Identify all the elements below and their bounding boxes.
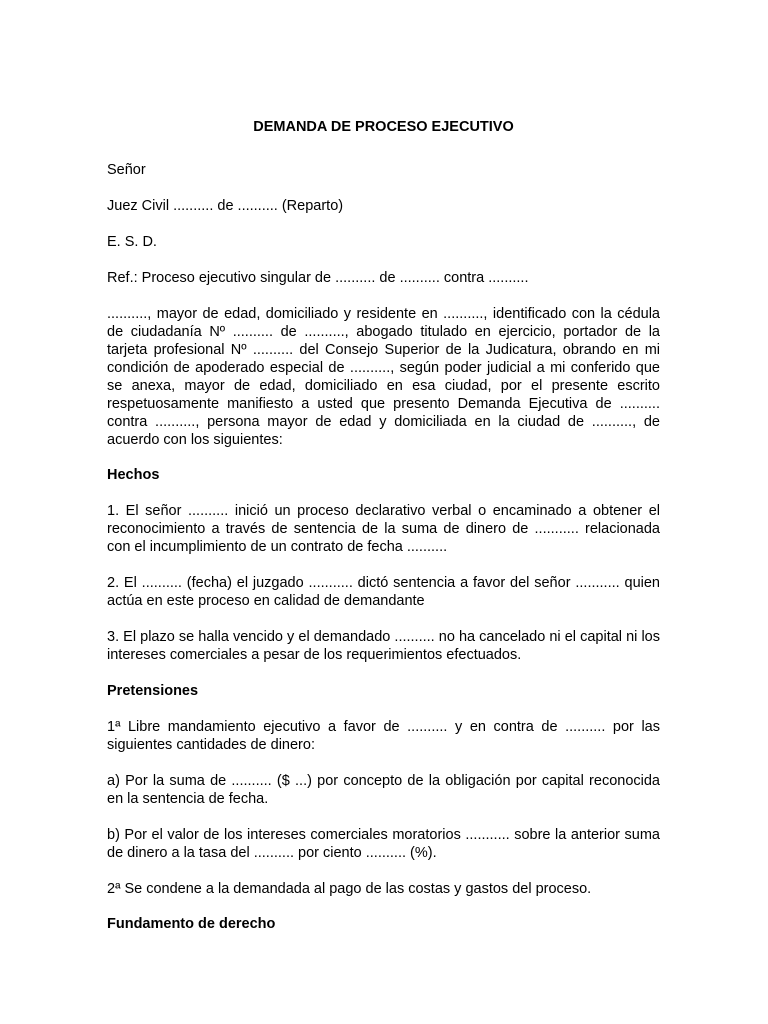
reference-line: Ref.: Proceso ejecutivo singular de .......... de .......... contra .......... [107,270,529,286]
pretensiones-heading: Pretensiones [107,683,199,699]
hecho-item-3: 3. El plazo se halla vencido y el demandado .......... no ha cancelado ni el capital ni los intereses comerciales a pesar de los requerimientos efectuados. [107,629,660,663]
esd-line: E. S. D. [107,234,157,250]
intro-paragraph: .........., mayor de edad, domiciliado y residente en .........., identificado con la cédula de ciudadanía Nº .......... de .........., abogado titulado en ejercicio, portador de la tarjeta profesional Nº .......... del Consejo Superior de la Judicatura, obrando en mi condición de apoderado especial de .........., según poder judicial a mi conferido que se anexa, mayor de edad, domiciliado en esa ciudad, por el presente escrito respetuosamente manifiesto a usted que presento Demanda Ejecutiva de .......... contra .........., persona mayor de edad y domiciliada en la ciudad de .........., de acuerdo con los siguientes: [107,306,660,448]
pretension-item-a: a) Por la suma de .......... ($ ...) por concepto de la obligación por capital reconocida en la sentencia de fecha. [107,773,660,807]
judge-line: Juez Civil .......... de .......... (Reparto) [107,198,344,214]
pretension-item-1: 1ª Libre mandamiento ejecutivo a favor de .......... y en contra de .......... por las siguientes cantidades de dinero: [107,719,660,753]
fundamento-heading: Fundamento de derecho [107,916,276,932]
pretension-item-2: 2ª Se condene a la demandada al pago de las costas y gastos del proceso. [107,881,592,897]
document-title: DEMANDA DE PROCESO EJECUTIVO [253,119,514,135]
hechos-heading: Hechos [107,467,160,483]
hecho-item-2: 2. El .......... (fecha) el juzgado ........... dictó sentencia a favor del señor ........... quien actúa en este proceso en calidad de demandante [107,575,660,609]
pretension-item-b: b) Por el valor de los intereses comerciales moratorios ........... sobre la anterior suma de dinero a la tasa del .......... por ciento .......... (%). [107,827,660,861]
salutation: Señor [107,162,146,178]
hecho-item-1: 1. El señor .......... inició un proceso declarativo verbal o encaminado a obtener el reconocimiento a través de sentencia de la suma de dinero de ........... relacionada con el incumplimiento de un contrato de fecha .......... [107,503,660,555]
